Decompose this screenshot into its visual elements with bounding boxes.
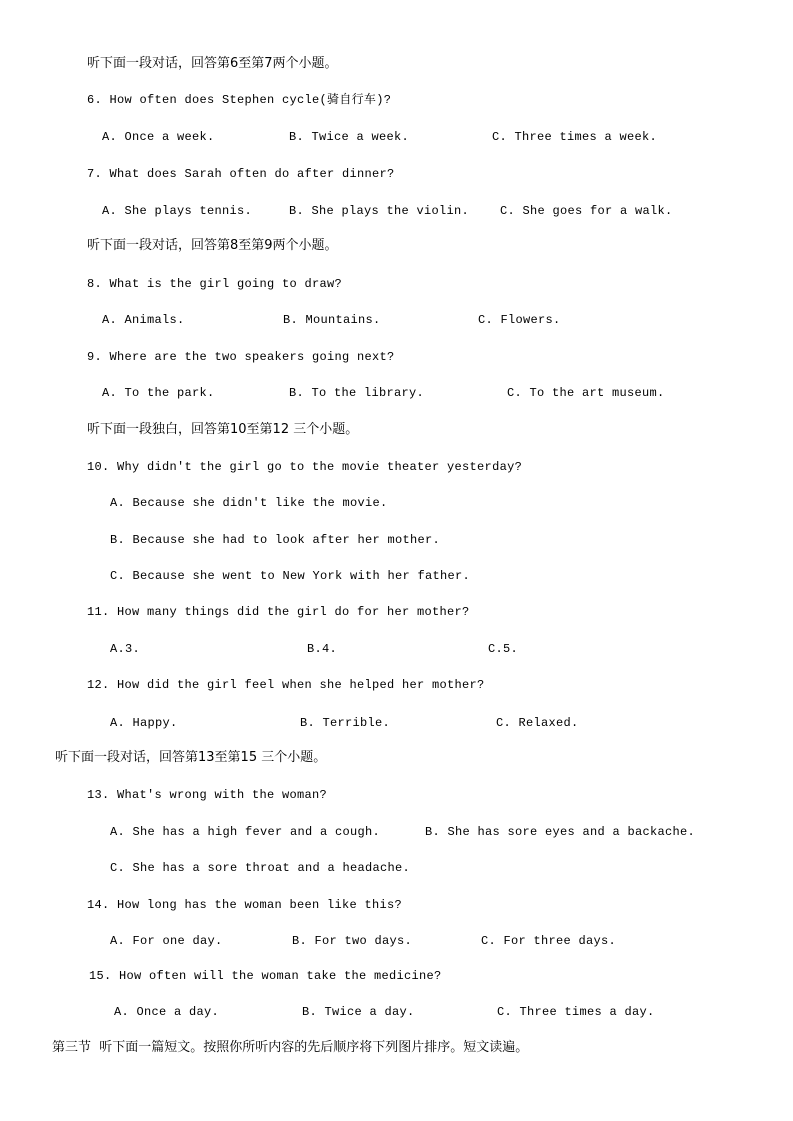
option-7b: B. She plays the violin. <box>289 204 470 218</box>
question-15: 15. How often will the woman take the medicine? <box>89 969 442 983</box>
question-14: 14. How long has the woman been like this? <box>87 898 403 912</box>
section-instruction: 听下面一段对话，回答第6至第7两个小题。 <box>87 56 338 71</box>
option-11b: B.4. <box>307 642 338 656</box>
option-7a: A. She plays tennis. <box>102 204 253 218</box>
option-10b: B. Because she had to look after her mother. <box>110 533 441 547</box>
question-12: 12. How did the girl feel when she helped her mother? <box>87 678 485 692</box>
option-9b: B. To the library. <box>289 386 425 400</box>
option-8c: C. Flowers. <box>478 313 561 327</box>
option-9a: A. To the park. <box>102 386 215 400</box>
section-instruction: 听下面一段对话，回答第13至第15 三个小题。 <box>55 750 327 765</box>
option-8a: A. Animals. <box>102 313 185 327</box>
option-14a: A. For one day. <box>110 934 223 948</box>
option-13b: B. She has sore eyes and a backache. <box>425 825 696 839</box>
option-15c: C. Three times a day. <box>497 1005 655 1019</box>
option-10a: A. Because she didn't like the movie. <box>110 496 388 510</box>
option-12a: A. Happy. <box>110 716 178 730</box>
option-10c: C. Because she went to New York with her father. <box>110 569 471 583</box>
option-7c: C. She goes for a walk. <box>500 204 673 218</box>
option-13c: C. She has a sore throat and a headache. <box>110 861 411 875</box>
question-8: 8. What is the girl going to draw? <box>87 277 343 291</box>
section-instruction: 听下面一段独白，回答第10至第12 三个小题。 <box>87 422 359 437</box>
option-11a: A.3. <box>110 642 141 656</box>
option-9c: C. To the art museum. <box>507 386 665 400</box>
option-6a: A. Once a week. <box>102 130 215 144</box>
option-14c: C. For three days. <box>481 934 617 948</box>
option-14b: B. For two days. <box>292 934 413 948</box>
section-heading: 第三节 听下面一篇短文。按照你所听内容的先后顺序将下列图片排序。短文读遍。 <box>52 1040 529 1055</box>
question-13: 13. What's wrong with the woman? <box>87 788 328 802</box>
option-6b: B. Twice a week. <box>289 130 410 144</box>
option-15a: A. Once a day. <box>114 1005 220 1019</box>
section-instruction: 听下面一段对话，回答第8至第9两个小题。 <box>87 238 338 253</box>
question-6: 6. How often does Stephen cycle(骑自行车)? <box>87 93 392 107</box>
option-13a: A. She has a high fever and a cough. <box>110 825 381 839</box>
question-9: 9. Where are the two speakers going next? <box>87 350 395 364</box>
option-11c: C.5. <box>488 642 519 656</box>
option-12c: C. Relaxed. <box>496 716 579 730</box>
option-12b: B. Terrible. <box>300 716 391 730</box>
option-6c: C. Three times a week. <box>492 130 658 144</box>
question-7: 7. What does Sarah often do after dinner? <box>87 167 395 181</box>
option-8b: B. Mountains. <box>283 313 381 327</box>
question-10: 10. Why didn't the girl go to the movie theater yesterday? <box>87 460 523 474</box>
option-15b: B. Twice a day. <box>302 1005 415 1019</box>
question-11: 11. How many things did the girl do for her mother? <box>87 605 470 619</box>
